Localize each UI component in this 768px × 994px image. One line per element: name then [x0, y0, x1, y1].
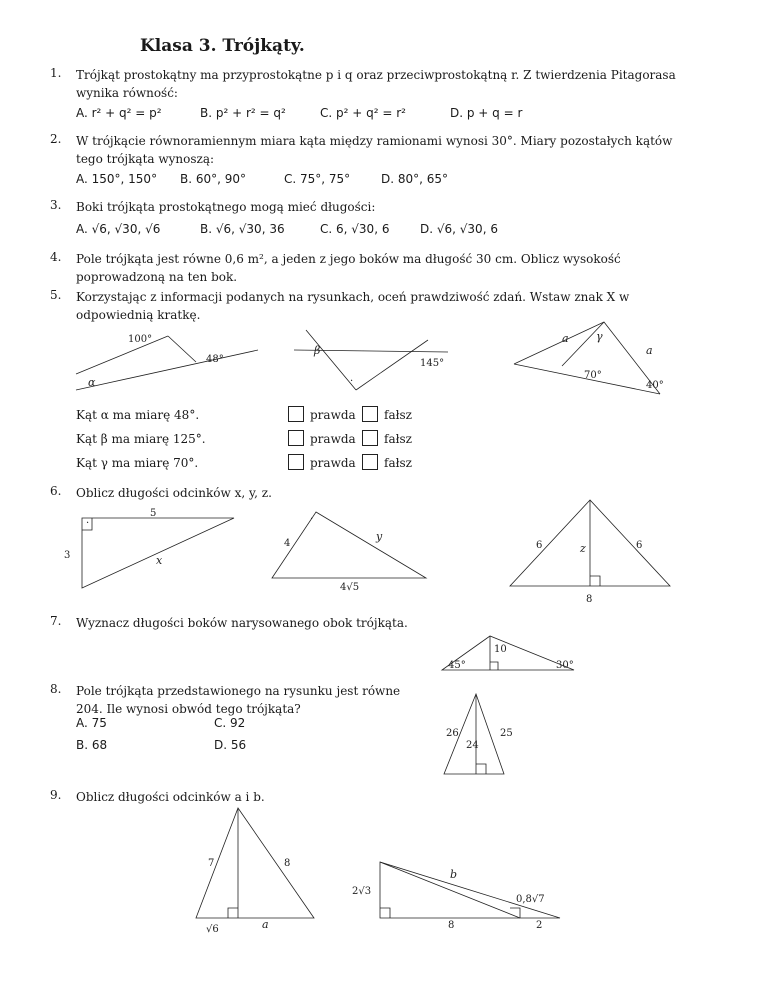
- q6-fig2-base: 4√5: [340, 582, 360, 593]
- q5-fig3-a-left: a: [562, 332, 569, 345]
- q5-s3-false-label: fałsz: [384, 456, 412, 470]
- q8-side-26: 26: [446, 728, 459, 739]
- q6-fig1-right-angle-dot: ·: [86, 518, 90, 529]
- question-6-number: 6.: [50, 484, 62, 498]
- q5-s3-true-checkbox[interactable]: [288, 454, 304, 470]
- q5-s2-true-checkbox[interactable]: [288, 430, 304, 446]
- q3-option-d: D. √6, √30, 6: [420, 222, 498, 236]
- q8-option-d: D. 56: [214, 738, 247, 752]
- question-1-number: 1.: [50, 66, 62, 80]
- question-3-number: 3.: [50, 198, 62, 212]
- q1-option-d: D. p + q = r: [450, 106, 523, 120]
- question-2-text: W trójkącie równoramiennym miara kąta między ramionami wynosi 30°. Miary pozostałych kątów tego trójkąta wynoszą:: [76, 134, 673, 166]
- question-8-number: 8.: [50, 682, 62, 696]
- q5-s1-false-label: fałsz: [384, 408, 412, 422]
- q5-s1-true-label: prawda: [310, 408, 356, 422]
- q6-fig1-top-5: 5: [150, 508, 157, 519]
- q5-s3-false-checkbox[interactable]: [362, 454, 378, 470]
- q8-option-b: B. 68: [76, 738, 108, 752]
- q6-figure-3: [510, 500, 670, 586]
- q8-side-25: 25: [500, 728, 513, 739]
- question-2-number: 2.: [50, 132, 62, 146]
- q5-fig3-angle-40: 40°: [646, 380, 664, 391]
- q5-s2-false-checkbox[interactable]: [362, 430, 378, 446]
- q3-option-c: C. 6, √30, 6: [320, 222, 390, 236]
- q9-fig2-2root3: 2√3: [352, 886, 372, 897]
- q2-option-b: B. 60°, 90°: [180, 172, 247, 186]
- q7-angle-30: 30°: [556, 660, 574, 671]
- q6-fig2-y: y: [376, 530, 383, 543]
- q1-option-a: A. r² + q² = p²: [76, 106, 162, 120]
- q6-fig2-right-angle-dot: ·: [310, 514, 314, 525]
- q9-figure-2: [380, 862, 560, 918]
- q8-height-24: 24: [466, 740, 479, 751]
- q5-fig2-right-angle-mark: ·: [350, 376, 354, 387]
- q6-fig3-z: z: [580, 542, 586, 555]
- question-7-number: 7.: [50, 614, 62, 628]
- question-8-text: Pole trójkąta przedstawionego na rysunku jest równe 204. Ile wynosi obwód tego trójkąta?: [76, 684, 401, 716]
- q7-height-10: 10: [494, 644, 507, 655]
- q5-fig1-angle-48: 48°: [206, 354, 224, 365]
- q5-fig3-gamma: γ: [596, 330, 603, 343]
- question-6-text: Oblicz długości odcinków x, y, z.: [76, 486, 272, 500]
- q9-fig2-two: 2: [536, 920, 543, 931]
- q5-statement-3: Kąt γ ma miarę 70°.: [76, 456, 199, 470]
- q5-s3-true-label: prawda: [310, 456, 356, 470]
- q9-fig1-side-7: 7: [208, 858, 215, 869]
- q9-fig1-a: a: [262, 918, 269, 931]
- q8-option-a: A. 75: [76, 716, 107, 730]
- q6-fig2-side-4: 4: [284, 538, 291, 549]
- question-4-number: 4.: [50, 250, 62, 264]
- q2-option-d: D. 80°, 65°: [381, 172, 449, 186]
- q6-fig1-left-3: 3: [64, 550, 71, 561]
- question-9-text: Oblicz długości odcinków a i b.: [76, 790, 265, 804]
- q5-fig1-alpha: α: [88, 376, 96, 389]
- question-1-text: Trójkąt prostokątny ma przyprostokątne p i q oraz przeciwprostokątną r. Z twierdzenia Pitagorasa wynika równość:: [76, 68, 676, 100]
- q5-s2-true-label: prawda: [310, 432, 356, 446]
- q7-angle-45: 45°: [448, 660, 466, 671]
- q6-figure-2: [272, 512, 426, 578]
- q9-fig2-base-8: 8: [448, 920, 455, 931]
- question-4-text: Pole trójkąta jest równe 0,6 m², a jeden z jego boków ma długość 30 cm. Oblicz wysokość poprowadzoną na ten bok.: [76, 252, 621, 284]
- question-5-number: 5.: [50, 288, 62, 302]
- q2-option-a: A. 150°, 150°: [76, 172, 158, 186]
- q5-fig2-beta: β: [314, 344, 321, 357]
- q9-fig2-root7: 0,8√7: [516, 894, 545, 905]
- q5-s2-false-label: fałsz: [384, 432, 412, 446]
- q6-fig3-six-left: 6: [536, 540, 543, 551]
- q9-fig2-b: b: [450, 868, 458, 881]
- q9-fig1-side-8: 8: [284, 858, 291, 869]
- q5-fig3-a-right: a: [646, 344, 653, 357]
- question-5-text: Korzystając z informacji podanych na rysunkach, oceń prawdziwość zdań. Wstaw znak X w odpowiednią kratkę.: [76, 290, 630, 322]
- q3-option-a: A. √6, √30, √6: [76, 222, 161, 236]
- q5-statement-2: Kąt β ma miarę 125°.: [76, 432, 206, 446]
- q9-fig1-root6: √6: [206, 924, 219, 935]
- q5-fig3-angle-70: 70°: [584, 370, 602, 381]
- q6-fig1-x: x: [156, 554, 163, 567]
- q5-figure-1: [76, 336, 258, 390]
- question-7-text: Wyznacz długości boków narysowanego obok trójkąta.: [76, 616, 408, 630]
- q5-statement-1: Kąt α ma miarę 48°.: [76, 408, 200, 422]
- q5-fig2-angle-145: 145°: [420, 358, 445, 369]
- q5-s1-true-checkbox[interactable]: [288, 406, 304, 422]
- question-3-text: Boki trójkąta prostokątnego mogą mieć długości:: [76, 200, 376, 214]
- q8-option-c: C. 92: [214, 716, 246, 730]
- q1-option-b: B. p² + r² = q²: [200, 106, 286, 120]
- q5-fig1-angle-100: 100°: [128, 334, 153, 345]
- q6-figure-1: [82, 518, 234, 588]
- q5-figure-3: [514, 322, 660, 394]
- q1-option-c: C. p² + q² = r²: [320, 106, 406, 120]
- q6-fig3-six-right: 6: [636, 540, 643, 551]
- page-title: Klasa 3. Trójkąty.: [140, 36, 305, 56]
- q3-option-b: B. √6, √30, 36: [200, 222, 285, 236]
- q2-option-c: C. 75°, 75°: [284, 172, 351, 186]
- q5-s1-false-checkbox[interactable]: [362, 406, 378, 422]
- question-9-number: 9.: [50, 788, 62, 802]
- q6-fig3-eight: 8: [586, 594, 593, 605]
